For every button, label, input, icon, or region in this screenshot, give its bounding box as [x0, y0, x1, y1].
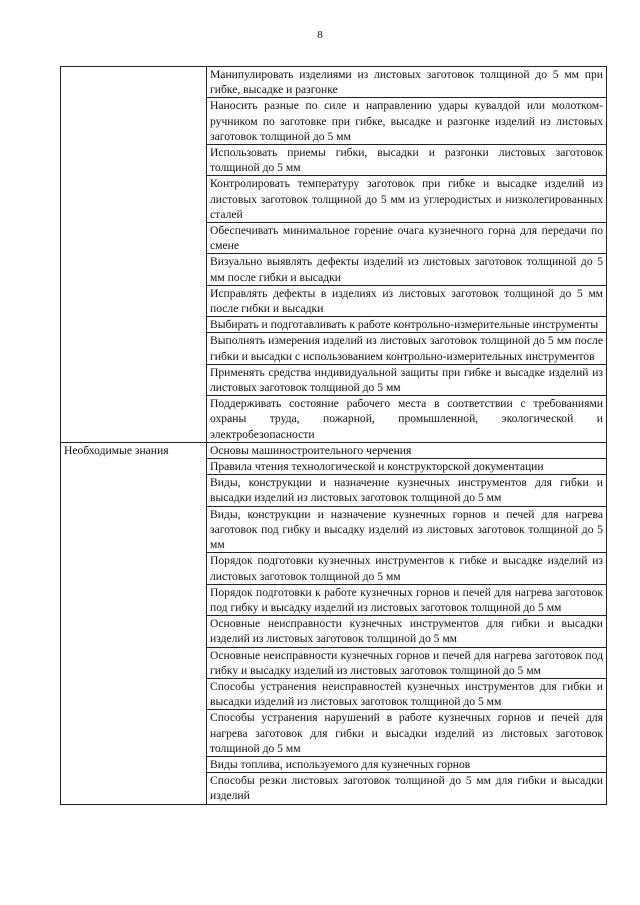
skill-item: Выполнять измерения изделий из листовых заготовок толщиной до 5 мм после гибки и высадки с использованием контрольно-измерительных инструментов [207, 333, 607, 364]
knowledge-label: Необходимые знания [61, 442, 207, 804]
knowledge-item: Способы устранения нарушений в работе кузнечных горнов и печей для нагрева заготовок для гибки и высадки изделий из листовых заготовок толщиной до 5 мм [207, 710, 607, 757]
skill-item: Контролировать температуру заготовок при гибке и высадке изделий из листовых заготовок толщиной до 5 мм из углеродистых и низколегированных сталей [207, 176, 607, 223]
skill-item: Применять средства индивидуальной защиты при гибке и высадке изделий из листовых заготовок толщиной до 5 мм [207, 364, 607, 395]
knowledge-item: Порядок подготовки кузнечных инструментов к гибке и высадке изделий из листовых заготовок толщиной до 5 мм [207, 553, 607, 584]
skill-item: Выбирать и подготавливать к работе контрольно-измерительные инструменты [207, 317, 607, 333]
skills-label-cell [61, 67, 207, 443]
knowledge-item: Способы резки листовых заготовок толщиной до 5 мм для гибки и высадки изделий [207, 773, 607, 804]
skill-item: Обеспечивать минимальное горение очага кузнечного горна для передачи по смене [207, 223, 607, 254]
requirements-table [60, 66, 607, 805]
knowledge-item: Основы машиностроительного черчения [207, 442, 607, 458]
knowledge-item: Виды, конструкции и назначение кузнечных инструментов для гибки и высадки изделий из листовых заготовок толщиной до 5 мм [207, 475, 607, 506]
skill-item: Исправлять дефекты в изделиях из листовых заготовок толщиной до 5 мм после гибки и высадки [207, 285, 607, 316]
knowledge-item: Основные неисправности кузнечных инструментов для гибки и высадки изделий из листовых заготовок толщиной до 5 мм [207, 616, 607, 647]
knowledge-item: Основные неисправности кузнечных горнов и печей для нагрева заготовок под гибку и высадку изделий из листовых заготовок толщиной до 5 мм [207, 647, 607, 678]
skill-item: Наносить разные по силе и направлению удары кувалдой или молотком-ручником по заготовке при гибке, высадке и разгонке изделий из листовых заготовок толщиной до 5 мм [207, 98, 607, 145]
knowledge-item: Виды, конструкции и назначение кузнечных горнов и печей для нагрева заготовок под гибку и высадку изделий из листовых заготовок толщиной до 5 мм [207, 506, 607, 553]
knowledge-item: Порядок подготовки к работе кузнечных горнов и печей для нагрева заготовок под гибку и высадку изделий из листовых заготовок толщиной до 5 мм [207, 584, 607, 615]
table-row [61, 67, 607, 98]
skill-item: Использовать приемы гибки, высадки и разгонки листовых заготовок толщиной до 5 мм [207, 145, 607, 176]
knowledge-item: Правила чтения технологической и конструкторской документации [207, 459, 607, 475]
table-row [61, 442, 607, 458]
knowledge-item: Виды топлива, используемого для кузнечных горнов [207, 756, 607, 772]
page-number: 8 [317, 29, 323, 41]
knowledge-item: Способы устранения неисправностей кузнечных инструментов для гибки и высадки изделий из листовых заготовок толщиной до 5 мм [207, 678, 607, 709]
skill-item: Поддерживать состояние рабочего места в соответствии с требованиями охраны труда, пожарной, промышленной, экологической и электробезопасности [207, 396, 607, 443]
skill-item: Манипулировать изделиями из листовых заготовок толщиной до 5 мм при гибке, высадке и разгонке [207, 67, 607, 98]
skill-item: Визуально выявлять дефекты изделий из листовых заготовок толщиной до 5 мм после гибки и высадки [207, 254, 607, 285]
